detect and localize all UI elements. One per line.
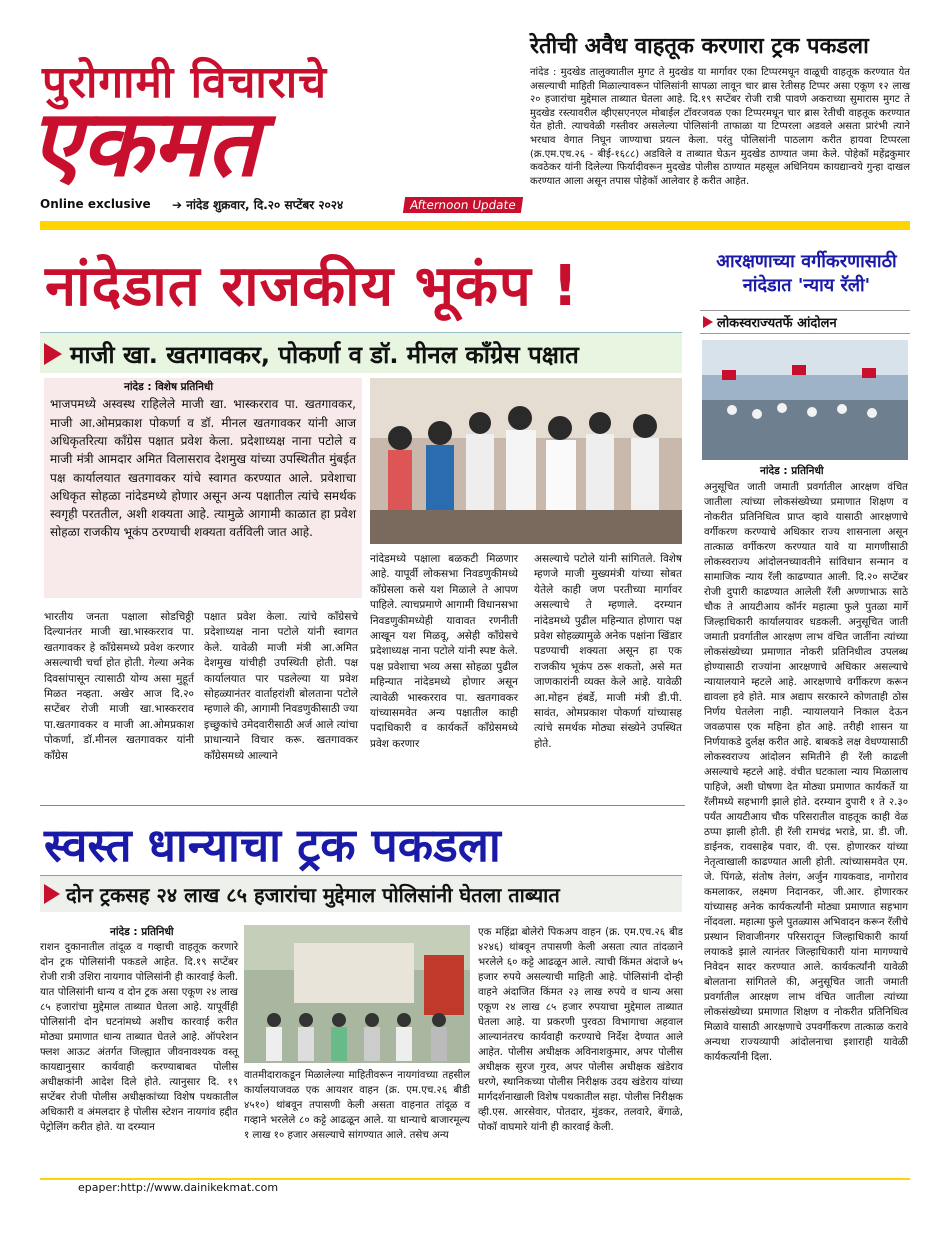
top-story-body: नांदेड : मुदखेड तालुक्यातील मुगट ते मुदखेड या मार्गावर एका टिप्परमधून वाळूची वाहतूक करण्यात येत असल्याची माहिती मिळाल्यावरून पोलिसांनी सापळा लावून चार ब्रास रेतीसह टिप्पर असा एकूण १२ लाख २० हजारांचा मुद्देमाल ताब्यात घेतला आहे. दि.१९ सप्टेंबर रोजी रात्री पावणे अकराच्या सुमारास मुगट ते मुदखेड रस्त्यावरील व्हीएसएनएल मोबाईल टॉवरजवळ एका टिप्परमधून चार ब्रास रेतीची वाहतूक करण्यात येत होती. त्याचवेळी गस्तीवर असलेल्या पोलिसांनी ताफाळा या टिप्परला अडवले असता प्रारंभी त्याने भरधाव वेगात निघून जाण्याचा प्रयत्न केला. परंतु पोलिसांनी पाठलाग करीत हायवा टिप्परला (क्र.एम.एच.२६ - बीई-१६८८) अडविले व ताब्यात घेऊन मुदखेड ठाण्यात जमा केले. पोहेकॉ महेंद्रकुमार कवठेकर यांनी दिलेल्या फिर्यादीवरून मुदखेड पोलीस ठाण्यात महसूल अधिनियम कायद्यान्वये गुन्हा दाखल करण्यात आला असून तपास पोहेकॉ आलेवार हे करीत आहेत. bbox=[530, 67, 910, 187]
rally-photo bbox=[702, 340, 908, 460]
lead-headline: नांदेडात राजकीय भूकंप ! bbox=[45, 254, 579, 319]
right-subhead: लोकस्वराज्यतर्फे आंदोलन bbox=[717, 316, 837, 331]
lead-col-2: पक्षात प्रवेश केला. त्यांचे कॉंग्रेसचे प्रदेशाध्यक्ष नाना पटोले यांनी स्वागत केले. यावेळी माजी मंत्री आ.अमित देशमुख यांचीही उपस्थिती होती. पक्ष कार्यालयात पार पडलेल्या या प्रवेश सोहळ्यानंतर वार्ताहरांशी बोलताना पटोले म्हणाले की, आगामी निवडणुकीसाठी ज्या इच्छुकांचे उमेदवारीसाठी अर्ज आले त्यांचा प्राधान्याने विचार करू. खतगावकर कॉंग्रेसमध्ये आल्याने bbox=[204, 611, 358, 762]
grain-truck-photo bbox=[244, 925, 470, 1063]
lead-photo bbox=[370, 378, 682, 544]
top-story bbox=[530, 34, 910, 188]
epaper-url[interactable]: epaper:http://www.dainikekmat.com bbox=[78, 1181, 279, 1194]
right-subhead-bar bbox=[700, 310, 910, 334]
lead-intro-box bbox=[44, 378, 362, 598]
right-story-title: आरक्षणाच्या वर्गीकरणासाठी नांदेडात 'न्याय रॅली' bbox=[716, 251, 897, 296]
right-photo bbox=[702, 340, 908, 460]
footer-divider bbox=[40, 1178, 910, 1180]
story2-headline: स्वस्त धान्याचा ट्रक पकडला bbox=[44, 818, 501, 872]
lead-subhead-bar bbox=[40, 332, 682, 373]
story2-col-2: वातमीदाराकडून मिळालेल्या माहितीवरून नायगांवच्या तहसील कार्यालयाजवळ एक आयशर वाहन (क्र. एम.एच.२६ बीडी ४५१०) थांबवून तपासणी केली असता वाहनात तांदूळ व गव्हाने भरलेले ८० कट्टे आढळून आले. या धान्याचे बाजारमूल्य १ लाख १० हजार असल्याचे सांगण्यात आले. तसेच अन्य bbox=[244, 1070, 470, 1141]
story2-col-3: एक महिंद्रा बोलेरो पिकअप वाहन (क्र. एम.एच.२६ बीड ४२४६) थांबवून तपासणी केली असता त्यात तांदळाने भरलेले ६० कट्टे आढळून आले. त्याची किंमत अंदाजे ७५ हजार रुपये असल्याची माहिती आहे. पोलिसांनी दोन्ही वाहने अंदाजित किंमत २३ लाख रुपये व धान्य असा एकूण २४ लाख ८५ हजार रुपयाचा मुद्देमाल ताब्यात घेतला आहे. या प्रकरणी पुरवठा विभागाचा अहवाल आल्यानंतरच कार्यवाही करण्याचे निर्देश देण्यात आले आहेत. पोलीस अधीक्षक अविनाशकुमार, अपर पोलीस अधीक्षक सुरज गुरव, अपर पोलीस अधीक्षक खंडेराव धरणे, स्थानिकच्या पोलीस निरीक्षक उदय खंडेराय यांच्या मार्गदर्शनाखाली विशेष पथकातील सहा. पोलीस निरीक्षक व्ही.एस. आरसेवार, पोतदार, मुंडकर, तलवारे, बेंगाळे, पोकॉ वाघमारे यांनी ही कारवाई केली. bbox=[478, 927, 683, 1133]
story2-byline: नांदेड : प्रतिनिधी bbox=[110, 926, 174, 938]
lead-byline: नांदेड : विशेष प्रतिनिधी bbox=[124, 381, 214, 393]
triangle-bullet-icon bbox=[44, 343, 62, 365]
edition-badge: Afternoon Update bbox=[403, 197, 523, 213]
story2-subhead: दोन ट्रकसह २४ लाख ८५ हजारांचा मुद्देमाल पोलिसांनी घेतला ताब्यात bbox=[66, 883, 560, 907]
masthead-logo: एकमत bbox=[30, 89, 259, 197]
lead-col-1: भारतीय जनता पक्षाला सोडचिठ्ठी दिल्यानंतर माजी खा.भास्करराव पा. खतगावकर हे कॉंग्रेसमध्ये प्रवेश करणार असल्याची चर्चा होत होती. गेल्या अनेक दिवसांपासून त्यासाठी योग्य असा मुहूर्त मिळत नव्हता. अखेर आज दि.२० सप्टेंबर रोजी माजी खा.भास्करराव पा.खतगावकर व माजी आ.ओमप्रकाश पोकर्णा, डॉ.मीनल खतगावकर यांनी कॉंग्रेस bbox=[44, 611, 194, 762]
top-story-title: रेतीची अवैध वाहतूक करणारा ट्रक पकडला bbox=[530, 34, 869, 59]
lead-col-3: नांदेडमध्ये पक्षाला बळकटी मिळणार आहे. यापूर्वी लोकसभा निवडणुकीमध्ये कॉंग्रेसला कसे यश मिळाले ते आपण पाहिले. त्याचप्रमाणे आगामी विधानसभा निवडणुकीमध्येही यावावत रणनीती आखून यश मिळवू, असेही कॉंग्रेसचे प्रदेशाध्यक्ष नाना पटोले यांनी स्पष्ट केले. पक्ष प्रवेशाचा भव्य असा सोहळा पुढील महिन्यात नांदेडमध्ये होणार असून त्यावेळी भास्करराव पा. खतगावकर यांच्यासमवेत अन्य पक्षातील काही पदाधिकारी व कार्यकर्ते कॉंग्रेसमध्ये प्रवेश करणार bbox=[370, 553, 518, 750]
header-divider bbox=[40, 221, 910, 230]
right-body: अनुसूचित जाती जमाती प्रवर्गातील आरक्षण वंचित जातीला त्यांच्या लोकसंख्येच्या प्रमाणात शिक्षण व नोकरीत प्रतिनिधित्व प्राप्त व्हावे यासाठी आरक्षणाचे वर्गीकरण करण्याचे अधिकार राज्य शासनाला असून तात्काळ वर्गीकरण करण्यात यावे या मागणीसाठी लोकस्वराज्य आंदोलनच्यावतीने सांविधान सन्मान व सामाजिक न्याय रॅली काढण्यात आली. दि.२० सप्टेंबर रोजी दुपारी काढण्यात आलेली रॅली अण्णाभाऊ साठे चौक ते आयटीआय कॉर्नर महात्मा फुले पुतळा मार्गे जिल्हाधिकारी कार्यालयावर धडकली. अनुसूचित जाती जमाती प्रवर्गातील आरक्षण लाभ वंचित जातींना त्यांच्या लोकसंख्येच्या प्रमाणात नोकरी प्रतिनिधीत्व उपलब्ध होण्यासाठी राज्यांना आरक्षणाचे अधिकार असल्याचे न्यायालयाने म्हटले आहे. आरक्षणाचे वर्गीकरण करून द्यावला हवे होते. मात्र अद्याप सरकारने कोणताही ठोस निर्णय घेतलेला नाही. न्यायालयाने निकाल देऊन जवळपास एक महिना होत आहे. तरीही शासन या निर्णयाकडे दुर्लक्ष करीत आहे. बाबकडे लक्ष वेधण्यासाठी लोकस्वराज्य आंदोलन समितीने ही रॅली काढली असल्याचे म्हटले आहे. वंचीत घटकाला न्याय मिळालाच पाहिजे, अशी घोषणा देत मोठ्या प्रमाणात कार्यकर्ते या रॅलीमध्ये सहभागी झाले होते. दरम्यान दुपारी १ ते २.३० पर्यंत आयटीआय चौक परिसरातील वाहतूक काही वेळ ठप्पा झाली होती. ही रॅली रामचंद्र भराडे, प्रा. डी. जी. डाईनक, रावसाहेब पवार, वी. एस. होणारकर यांच्या नेतृत्वाखाली काढण्यात आली होती. त्यांच्यासमवेत एम. जे. पिंगळे, संतोष तेलंग, अर्जुन गायकवाड, नागोराव कमलाकर, लक्ष्मण निदानकर, जी.आर. होणारकर यांच्यासह अनेक कार्यकर्त्यांनी मोठ्या प्रमाणात सहभाग नोंदवला. महात्मा फुले पुतळ्यास अभिवादन करून रॅलीचे प्रस्थान शिवाजीनगर परिसरातून जिल्हाधिकारी कार्या लयाकडे झाले त्यानंतर जिल्हाधिकारी यांना मागण्याचे निवेदन सादर करण्यात आले. कार्यकर्त्यांनी यावेळी बोलताना सांगितले की, अनुसूचित जाती जमाती प्रवर्गातील आरक्षण लाभ वंचित जातीला त्यांच्या लोकसंख्येच्या प्रमाणात शिक्षण व नोकरीत प्रतिनिधित्व मिळावे यासाठी आरक्षणाचे उपवर्गीकरण तात्काळ करावे अन्यथा राज्यव्यापी आंदोलनाचा इशाराही यावेळी कार्यकर्त्यांनी दिला. bbox=[704, 482, 908, 1063]
story2-subhead-bar bbox=[40, 875, 682, 912]
right-byline: नांदेड : प्रतिनिधी bbox=[760, 465, 824, 477]
story2-col-1: राशन दुकानातील तांदूळ व गव्हाची वाहतूक करणारे दोन ट्रक पोलिसांनी पकडले आहेत. दि.१९ सप्टेंबर रोजी रात्री उशिरा नायगाव पोलिसांनी ही कारवाई केली. यात पोलिसांनी धान्य व दोन ट्रक असा एकूण २४ लाख ८५ हजारांचा मुद्देमाल ताब्यात घेतला आहे. यापूर्वीही पोलिसांनी दोन घटनांमध्ये अशीच कारवाई करीत मोठ्या प्रमाणात धान्य ताब्यात घेतले आहे. ऑपरेशन फ्लश आऊट अंतर्गत जिल्ह्यात जीवनावश्यक वस्तू कायद्यानुसार कार्यवाही करण्याबाबत पोलीस अधीक्षकांनी आदेश दिले होते. त्यानुसार दि. १९ सप्टेंबर रोजी पोलीस अधीक्षकांच्या विशेष पथकातील अधिकारी व अंमलदार हे पोलीस स्टेशन नायगांव हद्दीत पेट्रोलिंग करीत होते. या दरम्यान bbox=[40, 942, 238, 1133]
masthead-tagline: पुरोगामी विचाराचे bbox=[42, 57, 328, 108]
section-divider bbox=[40, 805, 685, 806]
triangle-bullet-icon bbox=[703, 316, 713, 328]
lead-subhead: माजी खा. खतगावकर, पोकर्णा व डॉ. मीनल कॉंग्रेस पक्षात bbox=[70, 341, 579, 369]
dateline: ➔ नांदेड शुक्रवार, दि.२० सप्टेंबर २०२४ bbox=[172, 198, 344, 212]
triangle-bullet-icon bbox=[44, 884, 60, 904]
online-exclusive-label: Online exclusive bbox=[40, 197, 151, 211]
lead-col-4: असल्याचे पटोले यांनी सांगितले. विशेष म्हणजे माजी मुख्यमंत्री यांच्या सोबत येतेले काही जण परतीच्या मार्गावर असल्याचे ते म्हणाले. दरम्यान नांदेडमध्ये पुढील महिन्यात होणारा पक्ष प्रवेश सोहळ्यामुळे अनेक पक्षांना खिंडार पडण्याची शक्यता असून हा एक राजकीय भूकंप ठरू शकतो, असे मत जाणकारांनी व्यक्त केले आहे. यावेळी आ.मोहन हंबर्डे, माजी मंत्री डी.पी. सावंत, ओमप्रकाश पोकर्णा यांच्यासह त्यांचे समर्थक मोठ्या संख्येने उपस्थित होते. bbox=[534, 553, 682, 750]
lead-intro: भाजपमध्ये अस्वस्थ राहिलेले माजी खा. भास्करराव पा. खतगावकर, माजी आ.ओमप्रकाश पोकर्णा व डॉ. मीनल खतगावकर यांनी आज अधिकृतरित्या कॉंग्रेस पक्षात प्रवेश केला. प्रदेशाध्यक्ष नाना पटोले व माजी मंत्री आमदार अमित विलासराव देशमुख यांच्या उपस्थितीत मुंबईत पक्ष कार्यालयात खतगावकर यांचे स्वागत करण्यात आले. प्रवेशाचा अधिकृत सोहळा नांदेडमध्ये होणार असून अन्य पक्षातील त्यांचे समर्थक स्वगृही परततील, अशी शक्यता आहे. त्यामुळे आगामी काळात हा प्रवेश सोहळा राजकीय भूकंप ठरण्याची शक्यता वर्तविली जात आहे. bbox=[50, 397, 356, 540]
congress-joining-photo bbox=[370, 378, 682, 544]
story2-photo bbox=[244, 925, 470, 1063]
